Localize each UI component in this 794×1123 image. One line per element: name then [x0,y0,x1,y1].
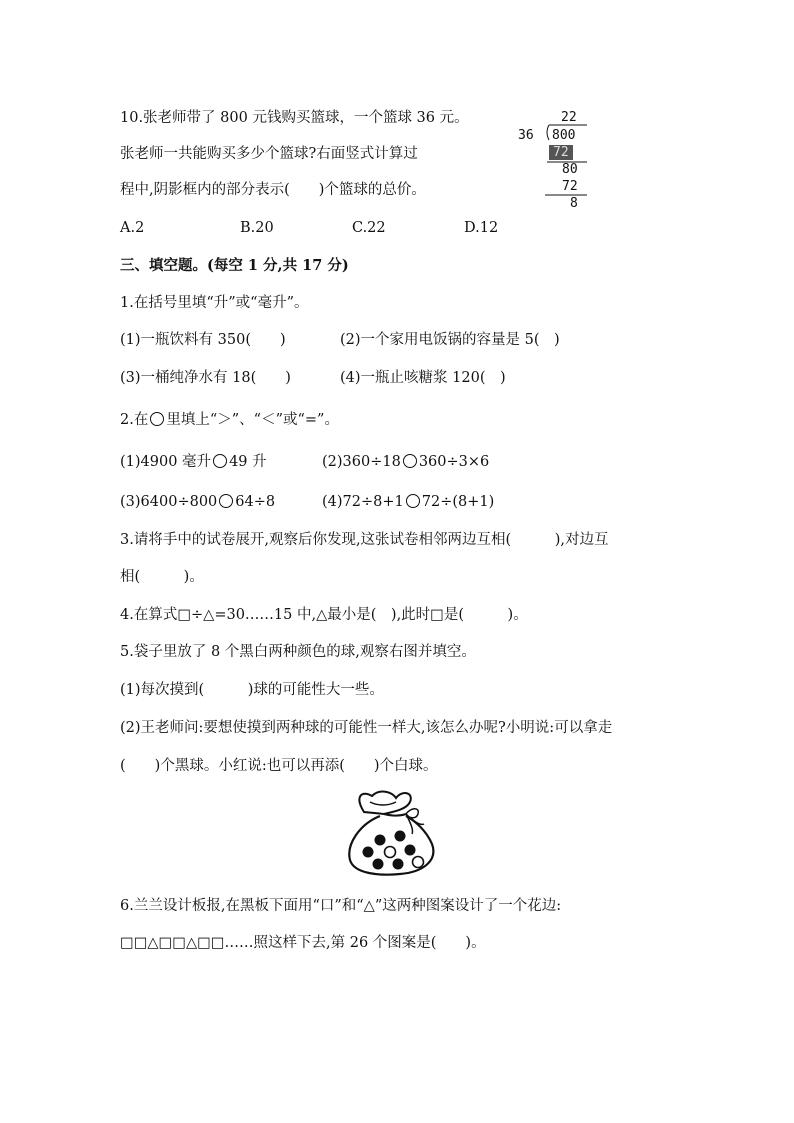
option-c: C.22 [352,220,386,236]
q5-part2-line2: ( )个黑球。小红说:也可以再添( )个白球。 [120,758,438,774]
q5-stem: 5.袋子里放了 8 个黑白两种颜色的球,观察右图并填空。 [120,644,476,660]
division-shaded-value: 72 [553,145,569,160]
q2-part2: (2)360÷18 360÷3×6 [322,454,490,470]
division-dividend: 800 [552,128,576,143]
q5-part1: (1)每次摸到( )球的可能性大一些。 [120,682,384,698]
q10-line2: 张老师一共能购买多少个篮球?右面竖式计算过 [120,146,418,162]
division-sub2: 72 [562,179,578,194]
q10-line3: 程中,阴影框内的部分表示( )个篮球的总价。 [120,182,426,198]
q5-part2-line1: (2)王老师问:要想使摸到两种球的可能性一样大,该怎么办呢?小明说:可以拿走 [120,720,613,736]
division-quotient: 22 [561,110,577,125]
q1-part1: (1)一瓶饮料有 350( ) [120,332,286,348]
q1-stem: 1.在括号里填“升”或“毫升”。 [120,295,309,311]
q2-stem: 2.在 里填上“＞”、“＜”或“=”。 [120,412,339,428]
q1-part3: (3)一桶纯净水有 18( ) [120,370,291,386]
q2-part3: (3)6400÷800 64÷8 [120,494,276,510]
q2-part4: (4)72÷8+1 72÷(8+1) [322,494,495,510]
division-lines [515,110,595,210]
section-title: 三、填空题。(每空 1 分,共 17 分) [120,257,349,274]
circle-icon [150,412,164,426]
division-divisor: 36 [518,128,534,143]
q10-line1: 10.张老师带了 800 元钱购买篮球，一个篮球 36 元。 [120,110,469,126]
compare-circle-icon[interactable] [213,454,227,468]
q4-text: 4.在算式□÷△=30……15 中,△最小是( ),此时□是( )。 [120,607,528,623]
division-remainder2: 8 [570,196,578,211]
option-d: D.12 [464,220,499,236]
q6-line2: □□△□□△□□……照这样下去,第 26 个图案是( )。 [120,935,486,951]
ball-bag-illustration [340,786,444,878]
q1-part4: (4)一瓶止咳糖浆 120( ) [340,370,506,386]
compare-circle-icon[interactable] [406,494,420,508]
option-a: A.2 [120,220,145,236]
q6-line1: 6.兰兰设计板报,在黑板下面用“口”和“△”这两种图案设计了一个花边: [120,898,562,914]
long-division [515,110,595,210]
option-b: B.20 [240,220,274,236]
q3-line2: 相( )。 [120,569,204,585]
q2-part1: (1)4900 毫升 49 升 [120,454,267,470]
q3-line1: 3.请将手中的试卷展开,观察后你发现,这张试卷相邻两边互相( ),对边互 [120,532,609,548]
compare-circle-icon[interactable] [403,454,417,468]
q1-part2: (2)一个家用电饭锅的容量是 5( ) [340,332,560,348]
division-remainder1: 80 [562,162,578,177]
compare-circle-icon[interactable] [219,494,233,508]
